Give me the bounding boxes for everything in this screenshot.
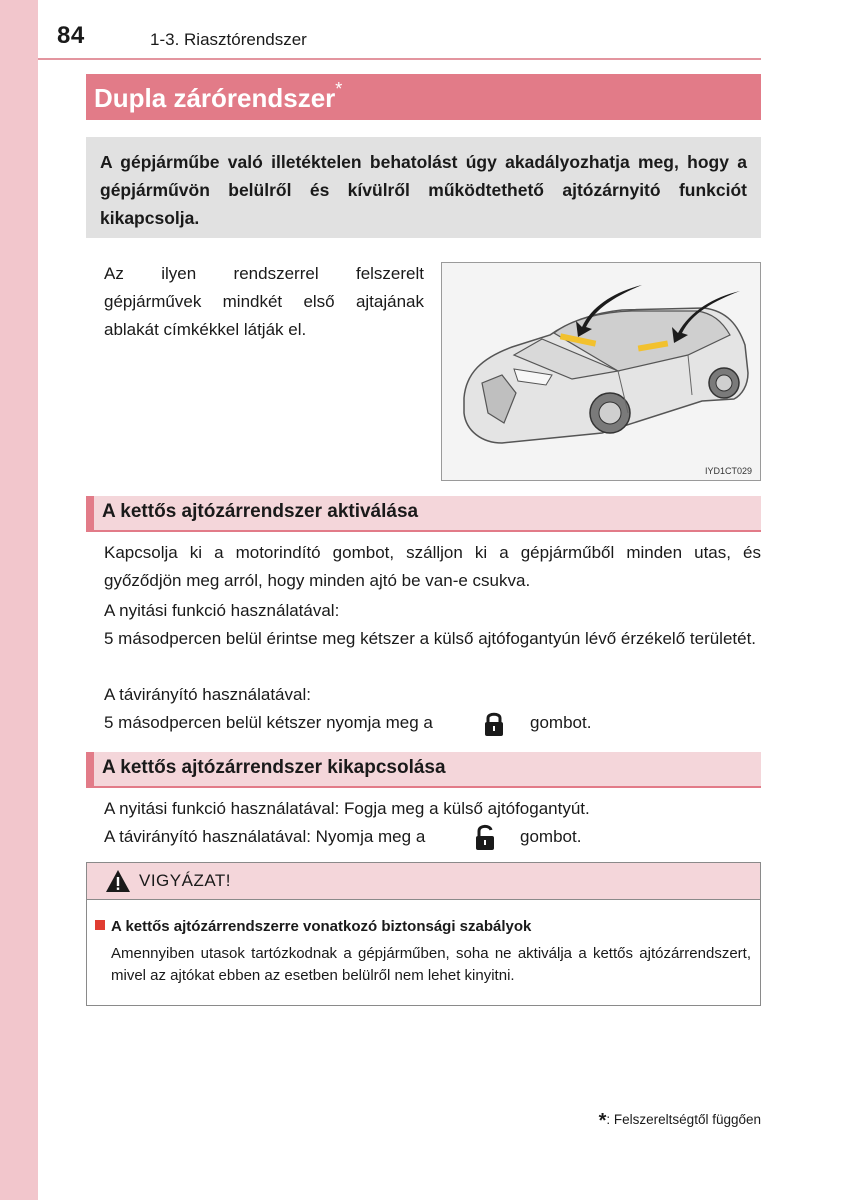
- deactivation-heading: A kettős ajtózárrendszer kikapcsolása: [86, 752, 761, 786]
- activation-line-1: A nyitási funkció használatával:: [104, 601, 340, 620]
- warning-triangle-icon: [105, 869, 131, 893]
- caution-subtitle: [95, 918, 531, 935]
- car-illustration: [442, 263, 760, 480]
- caution-body: Amennyiben utasok tartózkodnak a gépjárműben, soha ne aktiválja a kettős ajtózárrendszert, mivel az ajtókat ebben az esetben belülről nem lehet kinyitni.: [111, 945, 751, 984]
- footnote-symbol: *: [598, 1110, 607, 1132]
- activation-para: Kapcsolja ki a motorindító gombot, szálljon ki a gépjárműből minden utas, és győződjön meg arról, hogy minden ajtó be van-e csukva.: [104, 543, 761, 590]
- activation-line-3: A távirányító használatával:: [104, 685, 311, 704]
- deactivation-line-2: A távirányító használatával: Nyomja meg a: [104, 827, 426, 846]
- activation-line-4: 5 másodpercen belül kétszer nyomja meg a: [104, 713, 433, 732]
- side-strip: [0, 0, 38, 1200]
- activation-line-2: 5 másodpercen belül érintse meg kétszer a külső ajtófogantyún lévő érzékelő területét.: [104, 629, 757, 648]
- figure-description: Az ilyen rendszerrel felszerelt gépjárművek mindkét első ajtajának ablakát címkékkel látják el.: [104, 264, 424, 339]
- car-figure: [441, 262, 761, 481]
- bullet-square-icon: [95, 920, 105, 930]
- activation-heading: A kettős ajtózárrendszer aktiválása: [86, 496, 761, 530]
- page-number: 84: [57, 22, 85, 49]
- footnote: [599, 1110, 761, 1133]
- deactivation-line-1: A nyitási funkció használatával: Fogja meg a külső ajtófogantyút.: [104, 799, 590, 818]
- lock-icon: [483, 710, 505, 738]
- footnote-text: : Felszereltségtől függően: [606, 1112, 761, 1127]
- page-title-text: Dupla zárórendszer: [94, 83, 336, 113]
- unlock-icon: [474, 824, 496, 852]
- page-title: [86, 74, 761, 120]
- caution-header: [87, 863, 760, 900]
- section-label: 1-3. Riasztórendszer: [150, 30, 307, 49]
- caution-box: [86, 862, 761, 1006]
- intro-box: A gépjárműbe való illetéktelen behatolást úgy akadályozhatja meg, hogy a gépjárművön belülről és kívülről működtethető ajtózárnyitó funkciót kikapcsolja.: [86, 137, 761, 238]
- header-rule: [38, 58, 761, 60]
- caution-subtitle-text: A kettős ajtózárrendszerre vonatkozó biztonsági szabályok: [111, 918, 532, 935]
- figure-id: IYD1CT029: [704, 466, 752, 476]
- deactivation-line-2-end: gombot.: [520, 827, 582, 846]
- activation-line-4-end: gombot.: [530, 713, 592, 732]
- caution-title: VIGYÁZAT!: [139, 871, 232, 890]
- title-asterisk: *: [335, 79, 343, 99]
